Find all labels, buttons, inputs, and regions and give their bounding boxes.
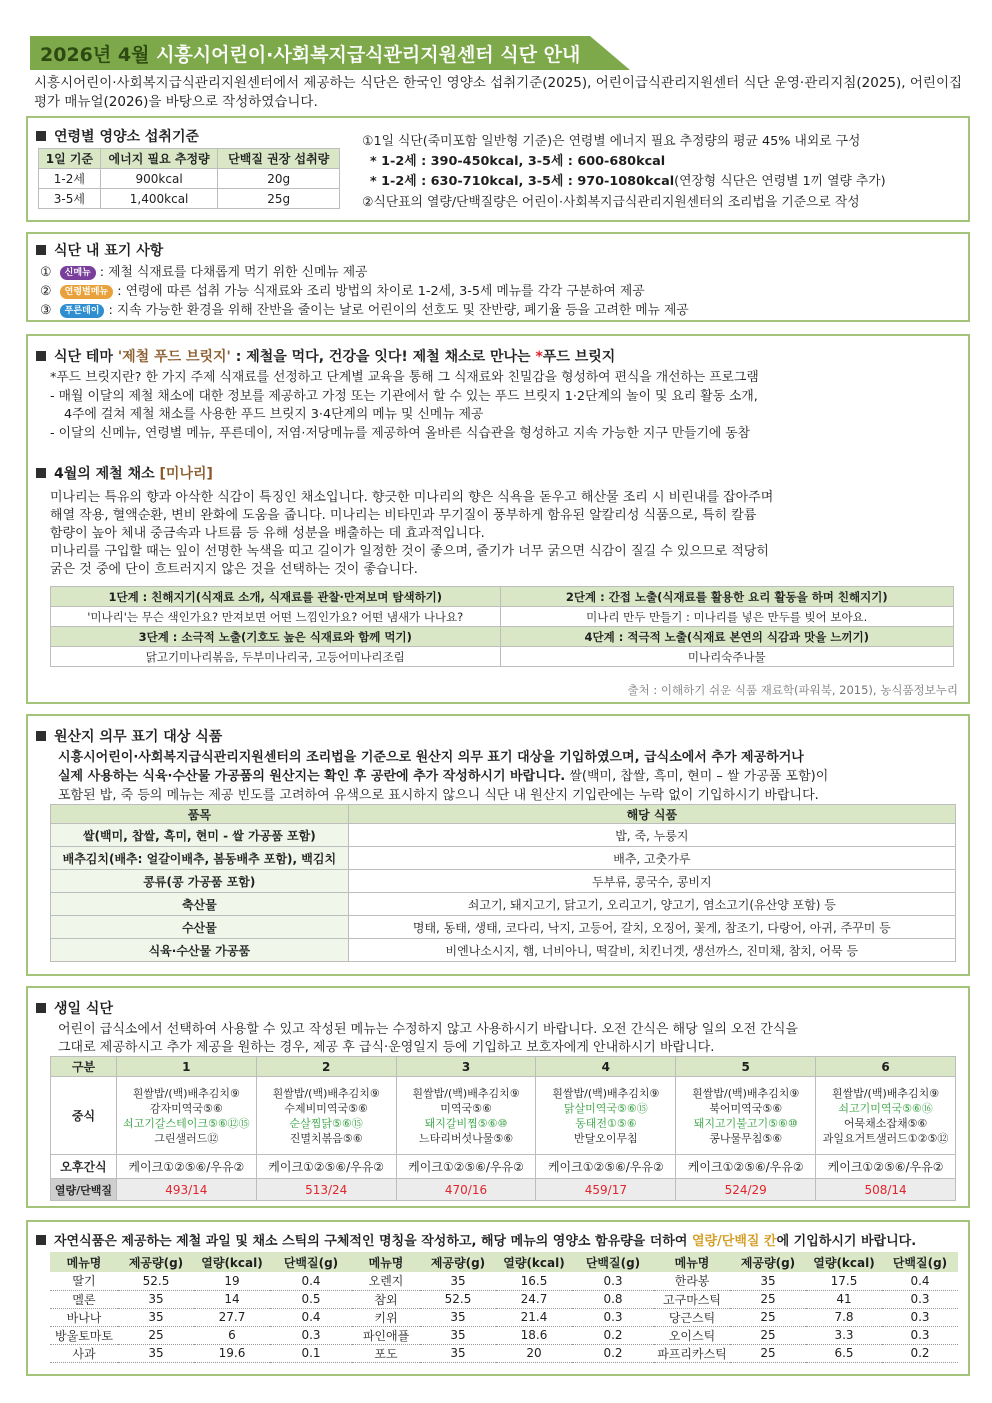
origin-section [26,714,970,976]
natural-food-section [26,1220,970,1376]
table-header: 에너지 필요 추정량 [100,149,218,169]
table-cell: 배추김치(배추: 얼갈이배추, 봄동배추 포함), 백김치 [51,847,349,870]
veg-paragraph: 굵은 것 중에 단이 흐트러지지 않은 것을 선택하는 것이 좋습니다. [50,562,418,577]
table-header: 4 [536,1057,676,1077]
title-text: 시흥시어린이·사회복지급식관리지원센터 식단 안내 [156,44,581,66]
source-text: 출처 : 이해하기 쉬운 식품 재료학(파워북, 2015), 농식품정보누리 [627,683,958,697]
table-cell: 0.3 [270,1326,352,1344]
table-cell: 0.5 [270,1290,352,1308]
table-cell: 한라봉 [654,1272,730,1290]
snack-cell: 케이크①②⑤⑥/우유② [116,1155,256,1179]
table-cell: 0.3 [882,1326,958,1344]
table-row [50,1272,958,1290]
table-cell: 17.5 [806,1272,882,1290]
table-cell: 16.5 [496,1272,572,1290]
table-row [50,1344,958,1362]
table-header: 열량(kcal) [201,1255,263,1270]
snack-cell: 케이크①②⑤⑥/우유② [536,1155,676,1179]
table-cell: 0.4 [270,1308,352,1326]
table-header: 제공량(g) [128,1255,184,1270]
table-cell: 35 [420,1326,496,1344]
table-cell: 20 [496,1344,572,1362]
table-row [50,1308,958,1326]
square-bullet-icon [36,245,46,255]
table-cell: 쇠고기, 돼지고기, 닭고기, 오리고기, 양고기, 염소고기(유산양 포함) 등 [348,893,955,916]
natural-food-table [50,1252,958,1363]
table-header: 2 [256,1057,396,1077]
table-cell: 두부류, 콩국수, 콩비지 [348,870,955,893]
square-bullet-icon [36,1003,46,1013]
table-cell: 0.3 [882,1290,958,1308]
square-bullet-icon [36,351,46,361]
snack-cell: 케이크①②⑤⑥/우유② [256,1155,396,1179]
table-cell: 0.2 [882,1344,958,1362]
meal-cell: 흰쌀밥/(백)배추김치⑨ 닭살미역국⑤⑥⑮ 동태전①⑤⑥ 반달오이무침 [536,1077,676,1155]
table-cell: 식육·수산물 가공품 [51,939,349,962]
table-cell: 키위 [352,1308,420,1326]
table-cell: 20g [218,169,340,189]
table-header: 6 [816,1057,956,1077]
table-cell: 19 [194,1272,270,1290]
table-header: 메뉴명 [368,1255,404,1270]
table-cell: 3.3 [806,1326,882,1344]
table-cell: 52.5 [118,1272,194,1290]
step-body: 미나리숙주나물 [500,647,954,667]
origin-text: 포함된 밥, 죽 등의 메뉴는 제공 빈도를 고려하여 유색으로 표시하지 않으니 식단 내 원산지 기입란에는 누락 없이 기입하시기 바랍니다. [58,788,819,803]
veg-title: 4월의 제철 채소 [미나리] [36,463,213,483]
table-cell: 21.4 [496,1308,572,1326]
nutrition-note: ②식단표의 열량/단백질량은 어린이·사회복지급식관리지원센터의 조리법을 기준으로 작성 [362,195,860,210]
table-cell: 포도 [352,1344,420,1362]
table-cell: 24.7 [496,1290,572,1308]
new-menu-badge: 신메뉴 [60,266,96,280]
theme-line: 4주에 걸쳐 제철 채소를 사용한 푸드 브릿지 3·4단계의 메뉴 및 신메뉴 제공 [64,407,484,422]
table-cell: 당근스틱 [654,1308,730,1326]
table-cell: 오렌지 [352,1272,420,1290]
mark-item: ① 신메뉴 : 제철 식재료를 다채롭게 먹기 위한 신메뉴 제공 [40,265,368,280]
table-cell: 25g [218,189,340,209]
age-menu-badge: 연령별메뉴 [60,285,113,299]
table-cell: 참외 [352,1290,420,1308]
kcal-cell: 513/24 [256,1179,396,1201]
nutrition-table [38,148,340,209]
table-cell: 1-2세 [39,169,101,189]
table-cell: 0.4 [270,1272,352,1290]
table-header: 1 [116,1057,256,1077]
birthday-title: 생일 식단 [36,998,113,1018]
table-cell: 41 [806,1290,882,1308]
table-header: 품목 [51,805,349,824]
table-cell: 방울토마토 [50,1326,118,1344]
table-header: 단백질(g) [892,1255,948,1270]
snack-cell: 케이크①②⑤⑥/우유② [816,1155,956,1179]
table-header: 단백질(g) [283,1255,339,1270]
table-cell: 6 [194,1326,270,1344]
veg-paragraph: 해열 작용, 혈액순환, 변비 완화에 도움을 줍니다. 미나리는 비타민과 무기질이 풍부하게 함유된 알칼리성 식품으로, 특히 칼륨 [50,508,757,523]
nutrition-note: * 1-2세 : 390-450kcal, 3-5세 : 600-680kcal [370,154,666,169]
veg-paragraph: 미나리를 구입할 때는 잎이 선명한 녹색을 띠고 길이가 일정한 것이 좋으며, 줄기가 너무 굵으면 식감이 질길 수 있으므로 적당히 [50,544,769,559]
table-cell: 35 [118,1290,194,1308]
kcal-cell: 493/14 [116,1179,256,1201]
theme-line: - 이달의 신메뉴, 연령별 메뉴, 푸른데이, 저염·저당메뉴를 제공하여 올바른 식습관을 형성하고 지속 가능한 지구 만들기에 동참 [50,426,750,441]
table-cell: 19.6 [194,1344,270,1362]
step-body: 닭고기미나리볶음, 두부미나리국, 고등어미나리조림 [51,647,501,667]
table-cell: 비엔나소시지, 햄, 너비아니, 떡갈비, 치킨너겟, 생선까스, 진미채, 참치, 어묵 등 [348,939,955,962]
table-header: 단백질(g) [585,1255,641,1270]
table-cell: 파인애플 [352,1326,420,1344]
table-header: 제공량(g) [430,1255,486,1270]
origin-text: 실제 사용하는 식육·수산물 가공품의 원산지는 확인 후 공란에 추가 작성하시기 바랍니다. 쌀(백미, 찹쌀, 흑미, 현미 – 쌀 가공품 포함)이 [58,769,829,784]
theme-section [26,334,970,704]
table-cell: 파프리카스틱 [654,1344,730,1362]
table-cell: 0.2 [572,1326,654,1344]
table-cell: 쌀(백미, 찹쌀, 흑미, 현미 - 쌀 가공품 포함) [51,824,349,847]
year-month: 2026년 4월 [40,44,150,66]
step-body: 미나리 만두 만들기 : 미나리를 넣은 만두를 빚어 보아요. [500,607,954,627]
table-cell: 수산물 [51,916,349,939]
table-cell: 밥, 죽, 누룽지 [348,824,955,847]
page-title [40,40,580,67]
snack-cell: 케이크①②⑤⑥/우유② [676,1155,816,1179]
theme-line: *푸드 브릿지란? 한 가지 주제 식재료를 선정하고 단계별 교육을 통해 그 식재료와 친밀감을 형성하여 편식을 개선하는 프로그램 [50,370,759,385]
step-header: 4단계 : 적극적 노출(식재료 본연의 식감과 맛을 느끼기) [500,627,954,647]
table-cell: 콩류(콩 가공품 포함) [51,870,349,893]
table-cell: 1,400kcal [100,189,218,209]
marks-section [26,232,970,322]
table-cell: 35 [420,1308,496,1326]
table-cell: 바나나 [50,1308,118,1326]
marks-title: 식단 내 표기 사항 [36,240,163,260]
nutrition-note: * 1-2세 : 630-710kcal, 3-5세 : 970-1080kcal(연장형 식단은 연령별 1끼 열량 추가) [370,174,886,189]
table-cell: 0.8 [572,1290,654,1308]
table-header: 1일 기준 [39,149,101,169]
kcal-cell: 470/16 [396,1179,536,1201]
table-cell: 52.5 [420,1290,496,1308]
row-label: 열량/단백질 [51,1179,117,1201]
table-cell: 18.6 [496,1326,572,1344]
table-cell: 900kcal [100,169,218,189]
table-cell: 25 [118,1326,194,1344]
table-header: 5 [676,1057,816,1077]
table-header: 메뉴명 [66,1255,102,1270]
birthday-text: 그대로 제공하시고 추가 제공을 원하는 경우, 제공 후 급식·운영일지 등에 기입하고 보호자에게 안내하시기 바랍니다. [58,1040,715,1055]
table-cell: 명태, 동태, 생태, 코다리, 낙지, 고등어, 갈치, 오징어, 꽃게, 참조기, 다랑어, 아귀, 주꾸미 등 [348,916,955,939]
green-day-badge: 푸른데이 [60,304,105,318]
theme-title: 식단 테마 '제철 푸드 브릿지' : 제철을 먹다, 건강을 잇다! 제철 채소로 만나는 *푸드 브릿지 [36,346,615,366]
table-cell: 6.5 [806,1344,882,1362]
page-header [30,36,630,70]
step-header: 3단계 : 소극적 노출(기호도 높은 식재료와 함께 먹기) [51,627,501,647]
birthday-section [26,986,970,1208]
kcal-cell: 524/29 [676,1179,816,1201]
table-header: 3 [396,1057,536,1077]
table-cell: 배추, 고춧가루 [348,847,955,870]
table-cell: 0.3 [882,1308,958,1326]
square-bullet-icon [36,131,46,141]
table-cell: 축산물 [51,893,349,916]
step-body: '미나리'는 무슨 색인가요? 만져보면 어떤 느낌인가요? 어떤 냄새가 나나요? [51,607,501,627]
table-cell: 오이스틱 [654,1326,730,1344]
nutrition-note: ①1일 식단(죽미포함 일반형 기준)은 연령별 에너지 필요 추정량의 평균 45% 내외로 구성 [362,134,861,149]
row-label: 오후간식 [51,1155,117,1179]
theme-line: - 매월 이달의 제철 채소에 대한 정보를 제공하고 가정 또는 기관에서 할 수 있는 푸드 브릿지 1·2단계의 놀이 및 요리 활동 소개, [50,389,758,404]
table-header: 구분 [51,1057,117,1077]
meal-cell: 흰쌀밥/(백)배추김치⑨ 미역국⑤⑥ 돼지갈비찜⑤⑥⑩ 느타리버섯나물⑤⑥ [396,1077,536,1155]
table-cell: 27.7 [194,1308,270,1326]
table-cell: 0.3 [572,1308,654,1326]
table-cell: 0.4 [882,1272,958,1290]
table-cell: 35 [118,1344,194,1362]
food-bridge-table [50,586,954,667]
row-label: 중식 [51,1077,117,1155]
birthday-table [50,1056,956,1201]
meal-cell: 흰쌀밥/(백)배추김치⑨ 북어미역국⑤⑥ 돼지고기불고기⑤⑥⑩ 콩나물무침⑤⑥ [676,1077,816,1155]
table-cell: 멜론 [50,1290,118,1308]
kcal-cell: 459/17 [536,1179,676,1201]
table-header: 열량(kcal) [503,1255,565,1270]
meal-cell: 흰쌀밥/(백)배추김치⑨ 수제비미역국⑤⑥ 순살찜닭⑤⑥⑮ 진멸치볶음⑤⑥ [256,1077,396,1155]
intro-text: 시흥시어린이·사회복지급식관리지원센터에서 제공하는 식단은 한국인 영양소 섭취기준(2025), 어린이급식관리지원센터 식단 운영·관리지침(2025), 어린이집 평가 매뉴얼(2026)을 바탕으로 작성하였습니다. [34,75,963,110]
origin-title: 원산지 의무 표기 대상 식품 [36,726,222,746]
meal-cell: 흰쌀밥/(백)배추김치⑨ 감자미역국⑤⑥ 쇠고기갈스테이크⑤⑥⑫⑮ 그린샐러드⑫ [116,1077,256,1155]
table-cell: 35 [118,1308,194,1326]
table-row [50,1326,958,1344]
mark-item: ② 연령별메뉴 : 연령에 따른 섭취 가능 식재료와 조리 방법의 차이로 1-2세, 3-5세 메뉴를 각각 구분하여 제공 [40,284,645,299]
veg-paragraph: 미나리는 특유의 향과 아삭한 식감이 특징인 채소입니다. 향긋한 미나리의 향은 식욕을 돋우고 해산물 조리 시 비린내를 잡아주며 [50,490,774,505]
square-bullet-icon [36,731,46,741]
origin-text: 시흥시어린이·사회복지급식관리지원센터의 조리법을 기준으로 원산지 의무 표기 대상을 기입하였으며, 급식소에서 추가 제공하거나 [58,750,804,765]
meal-cell: 흰쌀밥/(백)배추김치⑨ 쇠고기미역국⑤⑥⑯ 어묵채소잡채⑤⑥ 과일요거트샐러드①②⑤⑫ [816,1077,956,1155]
veg-paragraph: 함량이 높아 체내 중금속과 나트륨 등 유해 성분을 배출하는 데 효과적입니다. [50,526,485,541]
kcal-cell: 508/14 [816,1179,956,1201]
table-cell: 25 [730,1326,806,1344]
table-cell: 사과 [50,1344,118,1362]
table-header: 열량(kcal) [813,1255,875,1270]
table-cell: 고구마스틱 [654,1290,730,1308]
table-cell: 25 [730,1344,806,1362]
table-cell: 35 [420,1272,496,1290]
table-cell: 0.1 [270,1344,352,1362]
origin-table [50,804,956,962]
nutrition-section [26,116,970,222]
table-cell: 딸기 [50,1272,118,1290]
step-header: 1단계 : 친해지기(식재료 소개, 식재료를 관찰·만져보며 탐색하기) [51,587,501,607]
table-cell: 35 [730,1272,806,1290]
table-cell: 0.3 [572,1272,654,1290]
table-cell: 0.2 [572,1344,654,1362]
table-row [50,1290,958,1308]
square-bullet-icon [36,468,46,478]
snack-cell: 케이크①②⑤⑥/우유② [396,1155,536,1179]
step-header: 2단계 : 간접 노출(식재료를 활용한 요리 활동을 하며 친해지기) [500,587,954,607]
table-cell: 25 [730,1308,806,1326]
table-header: 메뉴명 [674,1255,710,1270]
birthday-text: 어린이 급식소에서 선택하여 사용할 수 있고 작성된 메뉴는 수정하지 않고 사용하시기 바랍니다. 오전 간식은 해당 일의 오전 간식을 [58,1022,798,1037]
table-cell: 25 [730,1290,806,1308]
table-cell: 7.8 [806,1308,882,1326]
table-cell: 3-5세 [39,189,101,209]
square-bullet-icon [36,1235,46,1245]
table-header: 제공량(g) [740,1255,796,1270]
mark-item: ③ 푸른데이 : 지속 가능한 환경을 위해 잔반을 줄이는 날로 어린이의 선호도 및 잔반량, 폐기율 등을 고려한 메뉴 제공 [40,303,689,318]
table-header: 해당 식품 [348,805,955,824]
table-cell: 14 [194,1290,270,1308]
natural-food-title: 자연식품은 제공하는 제철 과일 및 채소 스틱의 구체적인 명칭을 작성하고, 해당 메뉴의 영양소 함유량을 더하여 열량/단백질 칸에 기입하시기 바랍니다. [36,1230,916,1249]
nutrition-title: 연령별 영양소 섭취기준 [36,126,199,146]
table-cell: 35 [420,1344,496,1362]
table-header: 단백질 권장 섭취량 [218,149,340,169]
